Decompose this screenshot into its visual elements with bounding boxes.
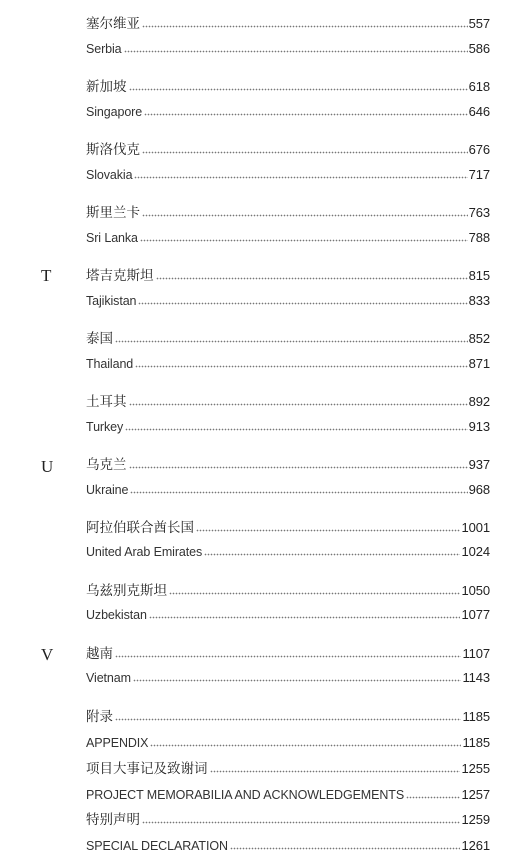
dot-leader	[142, 25, 468, 28]
toc-entry-page: 852	[468, 331, 490, 346]
toc-entry-page: 1185	[462, 709, 490, 724]
toc-entry-turkey-zh[interactable]	[86, 390, 490, 410]
toc-entry-page: 1107	[462, 646, 490, 661]
toc-entry-singapore-en[interactable]	[86, 100, 490, 120]
dot-leader	[210, 770, 461, 773]
toc-entry-page: 1024	[461, 544, 490, 559]
toc-entry-page: 586	[468, 41, 490, 56]
toc-entry-label: Turkey	[86, 420, 124, 434]
toc-entry-label: 特别声明	[86, 812, 140, 828]
dot-leader	[115, 340, 468, 343]
toc-entry-page: 788	[468, 230, 490, 245]
toc-entry-label: 土耳其	[86, 394, 127, 410]
toc-entry-uzbekistan-zh[interactable]	[86, 579, 490, 599]
toc-entry-label: 阿拉伯联合酋长国	[86, 520, 194, 536]
dot-leader	[156, 277, 468, 280]
toc-entry-page: 1050	[461, 583, 490, 598]
toc-entry-label: Tajikistan	[86, 294, 137, 308]
toc-entry-label: Singapore	[86, 105, 143, 119]
dot-leader	[134, 176, 467, 179]
toc-entry-page: 1077	[461, 607, 490, 622]
toc-entry-label: Vietnam	[86, 671, 131, 685]
dot-leader	[142, 151, 468, 154]
toc-entry-page: 913	[468, 419, 490, 434]
dot-leader	[138, 302, 467, 305]
toc-entry-page: 892	[468, 394, 490, 409]
toc-entry-uzbekistan-en[interactable]	[86, 603, 490, 623]
dot-leader	[140, 239, 468, 242]
toc-entry-label: 附录	[86, 709, 113, 725]
toc-entry-uae-zh[interactable]	[86, 516, 490, 536]
toc-entry-label: 乌克兰	[86, 457, 127, 473]
toc-entry-serbia-en[interactable]	[86, 37, 490, 57]
dot-leader	[115, 718, 461, 721]
dot-leader	[149, 616, 461, 619]
dot-leader	[115, 655, 461, 658]
dot-leader	[230, 847, 461, 850]
toc-entry-page: 1257	[461, 787, 490, 802]
toc-entry-serbia-zh[interactable]	[86, 12, 490, 32]
toc-entry-label: United Arab Emirates	[86, 545, 203, 559]
dot-leader	[150, 744, 461, 747]
dot-leader	[142, 214, 468, 217]
toc-entry-tajikistan-zh[interactable]	[86, 264, 490, 284]
toc-entry-label: 泰国	[86, 331, 113, 347]
toc-entry-label: 斯洛伐克	[86, 142, 140, 158]
toc-entry-slovakia-zh[interactable]	[86, 138, 490, 158]
toc-entry-singapore-zh[interactable]	[86, 75, 490, 95]
toc-entry-label: 乌兹别克斯坦	[86, 583, 167, 599]
dot-leader	[129, 88, 468, 91]
toc-entry-page: 676	[468, 142, 490, 157]
toc-entry-thailand-en[interactable]	[86, 352, 490, 372]
toc-entry-page: 1261	[461, 838, 490, 853]
dot-leader	[133, 679, 462, 682]
toc-entry-page: 937	[468, 457, 490, 472]
toc-entry-page: 1185	[462, 735, 490, 750]
toc-entry-page: 815	[468, 268, 490, 283]
toc-entry-page: 717	[468, 167, 490, 182]
dot-leader	[204, 553, 460, 556]
toc-entry-vietnam-zh[interactable]	[86, 642, 490, 662]
toc-entry-label: APPENDIX	[86, 736, 149, 750]
dot-leader	[406, 796, 460, 799]
dot-leader	[169, 592, 460, 595]
dot-leader	[142, 821, 460, 824]
toc-entry-label: 项目大事记及致谢词	[86, 761, 208, 777]
toc-entry-declaration-zh[interactable]	[86, 808, 490, 828]
toc-entry-memorabilia-en[interactable]	[86, 783, 490, 803]
toc-entry-label: 斯里兰卡	[86, 205, 140, 221]
toc-entry-ukraine-zh[interactable]	[86, 453, 490, 473]
toc-entry-page: 871	[468, 356, 490, 371]
toc-entry-label: 新加坡	[86, 79, 127, 95]
toc-entry-ukraine-en[interactable]	[86, 478, 490, 498]
toc-entry-sri-lanka-zh[interactable]	[86, 201, 490, 221]
toc-entry-label: Serbia	[86, 42, 122, 56]
section-letter-t: T	[41, 266, 52, 285]
toc-entry-page: 833	[468, 293, 490, 308]
toc-entry-label: 塞尔维亚	[86, 16, 140, 32]
toc-entry-slovakia-en[interactable]	[86, 163, 490, 183]
toc-entry-label: Sri Lanka	[86, 231, 138, 245]
toc-entry-page: 1143	[462, 670, 490, 685]
toc-entry-appendix-en[interactable]	[86, 731, 490, 751]
toc-entry-page: 763	[468, 205, 490, 220]
toc-entry-label: Ukraine	[86, 483, 129, 497]
toc-entry-page: 557	[468, 16, 490, 31]
toc-entry-label: Slovakia	[86, 168, 133, 182]
toc-entry-sri-lanka-en[interactable]	[86, 226, 490, 246]
dot-leader	[129, 466, 468, 469]
dot-leader	[135, 365, 467, 368]
toc-entry-label: Uzbekistan	[86, 608, 147, 622]
toc-entry-label: PROJECT MEMORABILIA AND ACKNOWLEDGEMENTS	[86, 788, 405, 802]
toc-entry-tajikistan-en[interactable]	[86, 289, 490, 309]
section-letter-u: U	[41, 457, 54, 476]
toc-entry-turkey-en[interactable]	[86, 415, 490, 435]
dot-leader	[196, 529, 460, 532]
dot-leader	[125, 428, 467, 431]
toc-entry-page: 646	[468, 104, 490, 119]
toc-entry-label: 越南	[86, 646, 113, 662]
dot-leader	[144, 113, 468, 116]
dot-leader	[130, 491, 467, 494]
toc-entry-thailand-zh[interactable]	[86, 327, 490, 347]
dot-leader	[124, 50, 468, 53]
toc-entry-page: 1259	[461, 812, 490, 827]
toc-entry-label: SPECIAL DECLARATION	[86, 839, 228, 853]
toc-entry-appendix-zh[interactable]	[86, 705, 490, 725]
section-letter-v: V	[41, 645, 54, 664]
dot-leader	[129, 403, 468, 406]
toc-entry-page: 1001	[461, 520, 490, 535]
toc-entry-memorabilia-zh[interactable]	[86, 757, 490, 777]
toc-entry-page: 968	[468, 482, 490, 497]
toc-entry-label: Thailand	[86, 357, 134, 371]
toc-entry-page: 618	[468, 79, 490, 94]
toc-entry-page: 1255	[461, 761, 490, 776]
toc-entry-label: 塔吉克斯坦	[86, 268, 154, 284]
toc-entry-declaration-en[interactable]	[86, 834, 490, 854]
toc-entry-vietnam-en[interactable]	[86, 666, 490, 686]
toc-entry-uae-en[interactable]	[86, 540, 490, 560]
